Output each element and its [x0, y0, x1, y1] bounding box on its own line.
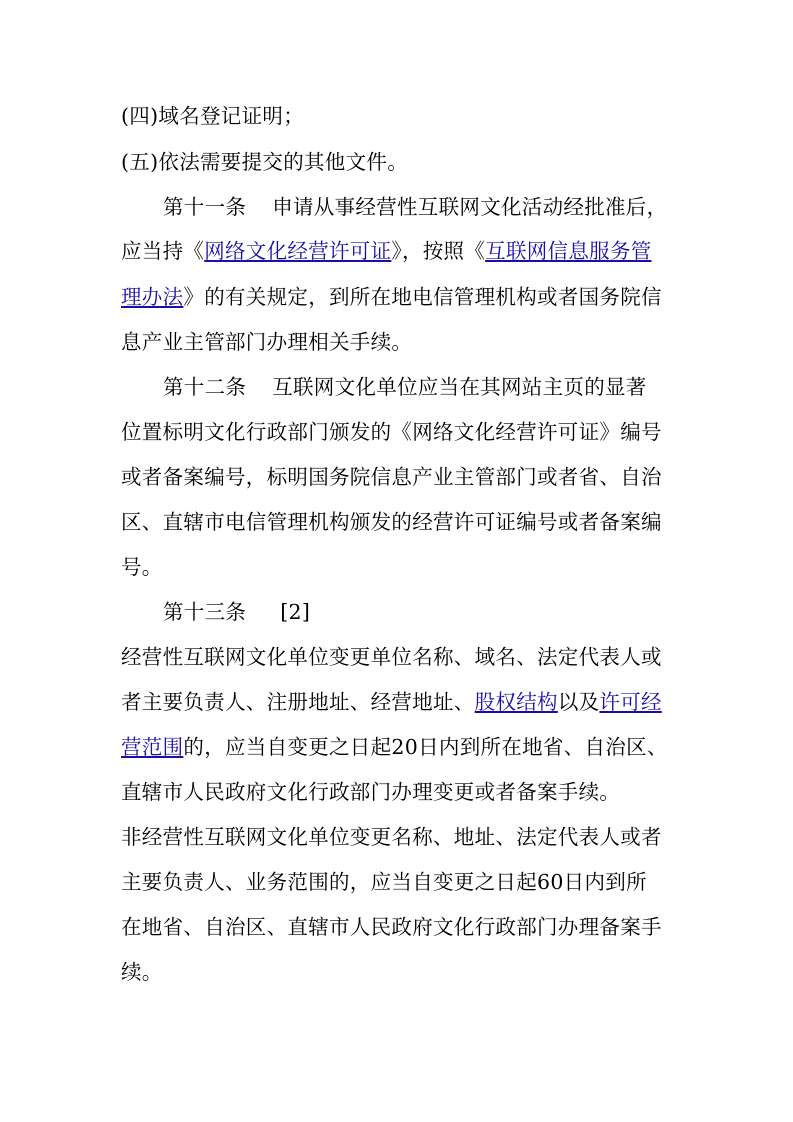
article-13-para2-line-1: 非经营性互联网文化单位变更名称、地址、法定代表人或者 [121, 825, 662, 849]
article-13-para1-line-3: 营范围的，应当自变更之日起20日内到所在地省、自治区、 [121, 735, 668, 759]
article-11-line-3: 理办法》的有关规定，到所在地电信管理机构或者国务院信 [121, 285, 662, 309]
article-12-line-1: 第十二条 互联网文化单位应当在其网站主页的显著 [163, 375, 647, 399]
article-12-line-4: 区、直辖市电信管理机构颁发的经营许可证编号或者备案编 [121, 510, 662, 534]
article-11-line-4: 息产业主管部门办理相关手续。 [121, 330, 413, 354]
link-internet-info-service-measures-cont[interactable]: 理办法 [121, 285, 184, 309]
article-12-line-2: 位置标明文化行政部门颁发的《网络文化经营许可证》编号 [121, 420, 662, 444]
link-network-culture-license[interactable]: 网络文化经营许可证 [204, 239, 392, 263]
link-internet-info-service-measures[interactable]: 互联网信息服务管 [485, 239, 652, 263]
link-licensed-business-scope[interactable]: 许可经 [599, 690, 662, 714]
article-13-para2-line-3: 在地省、自治区、直辖市人民政府文化行政部门办理备案手 [121, 915, 662, 939]
article-11-line-2: 应当持《网络文化经营许可证》，按照《互联网信息服务管 [121, 239, 652, 263]
article-12-line-3: 或者备案编号，标明国务院信息产业主管部门或者省、自治 [121, 465, 662, 489]
link-equity-structure[interactable]: 股权结构 [474, 690, 558, 714]
article-11-number: 第十一条 [163, 195, 247, 219]
article-12-line-5: 号。 [121, 555, 163, 579]
article-13-para1-line-1: 经营性互联网文化单位变更单位名称、域名、法定代表人或 [121, 645, 662, 669]
article-13-para1-line-2: 者主要负责人、注册地址、经营地址、股权结构以及许可经 [121, 690, 662, 714]
article-13-number: 第十三条 [163, 600, 247, 624]
article-13-para1-line-4: 直辖市人民政府文化行政部门办理变更或者备案手续。 [121, 780, 621, 804]
reference-mark: [2] [280, 600, 311, 624]
article-12-number: 第十二条 [163, 375, 247, 399]
article-13-heading [163, 599, 310, 625]
article-13-para2-line-4: 续。 [121, 960, 163, 984]
item-5: (五)依法需要提交的其他文件。 [121, 150, 408, 174]
article-13-para2-line-2: 主要负责人、业务范围的，应当自变更之日起60日内到所 [121, 870, 647, 894]
article-11-line-1: 第十一条 申请从事经营性互联网文化活动经批准后， [163, 195, 668, 219]
item-4: (四)域名登记证明； [121, 104, 304, 128]
link-licensed-business-scope-cont[interactable]: 营范围 [121, 735, 184, 759]
